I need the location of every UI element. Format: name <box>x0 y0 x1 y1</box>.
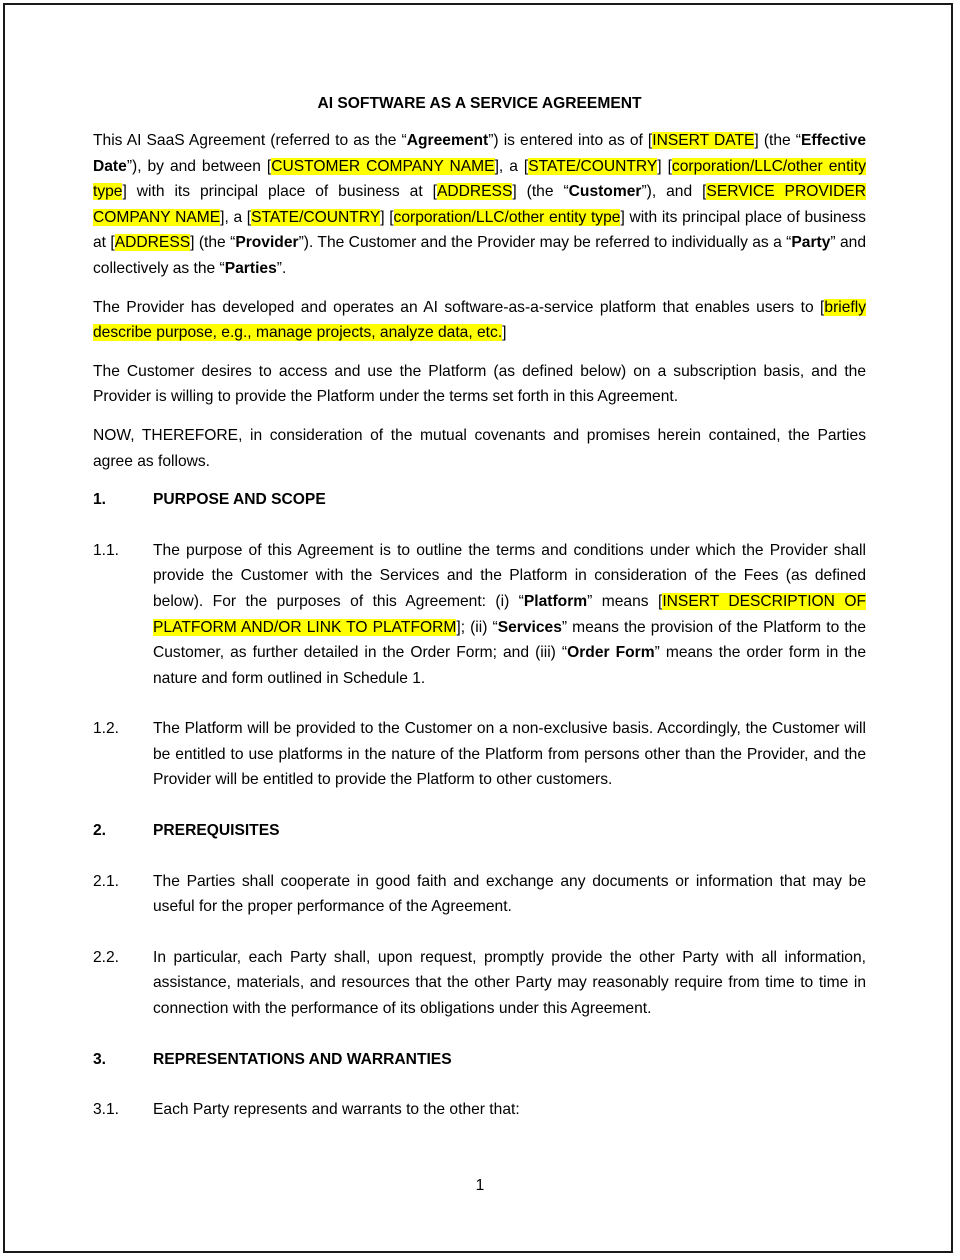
placeholder-field: SERVICE PROVIDER COMPANY NAME <box>93 183 866 226</box>
section-number: 3. <box>93 1050 107 1068</box>
text: ”. <box>276 259 287 277</box>
page-number: 1 <box>475 1177 485 1194</box>
section-title: PREREQUISITES <box>153 822 280 840</box>
intro-paragraph <box>93 128 866 282</box>
placeholder-field: briefly describe purpose, e.g., manage projects, analyze data, etc. <box>93 298 866 342</box>
placeholder-field: corporation/LLC/other entity type <box>393 208 621 226</box>
section-heading-2 <box>93 818 866 844</box>
clause-number: 1.2. <box>93 720 120 738</box>
text: ”) is entered into as of [ <box>488 132 653 149</box>
clause-text: Each Party represents and warrants to the other that: <box>153 1101 520 1119</box>
clause-number: 3.1. <box>93 1101 120 1119</box>
text: ]; (ii) “ <box>456 618 498 636</box>
document-page <box>93 93 866 1148</box>
text: The purpose of this Agreement is to outline the terms and conditions under which the Provider shall provide the Customer with the Services and the Platform in consideration of the Fees (as defined below). For the purposes of this Agreement: (i) “ <box>153 541 866 610</box>
text: ”), by and between [ <box>126 157 272 175</box>
defined-term: Parties <box>224 259 277 277</box>
text: ] <box>502 324 507 342</box>
text: ] (the “ <box>190 234 236 252</box>
clause-text: In particular, each Party shall, upon request, promptly provide the other Party with all information, assistance, materials, and resources that the other Party may reasonably require from time to time in connection with the performance of its obligations under this Agreement. <box>153 948 866 1018</box>
placeholder-field: CUSTOMER COMPANY NAME <box>271 157 495 175</box>
text: This AI SaaS Agreement (referred to as the “ <box>93 132 407 149</box>
clause-2-2 <box>93 945 866 1022</box>
placeholder-field: ADDRESS <box>436 183 513 201</box>
clause-3-1 <box>93 1097 866 1123</box>
text: ” and collectively as the “ <box>93 234 866 277</box>
platform-paragraph <box>93 295 866 346</box>
document-title: AI SOFTWARE AS A SERVICE AGREEMENT <box>317 95 642 112</box>
clause-number: 2.2. <box>93 948 120 966</box>
defined-term: Platform <box>523 592 588 610</box>
defined-term: Effective Date <box>93 132 866 175</box>
clause-1-2 <box>93 716 866 793</box>
text: ] with its principal place of business at [ <box>93 208 866 252</box>
defined-term: Party <box>791 234 831 252</box>
text: ” means the provision of the Platform to the Customer, as further detailed in the Order Form; and (iii) “ <box>153 618 867 662</box>
text: ] (the “ <box>512 183 569 201</box>
clause-text <box>153 538 866 692</box>
text: ” means the order form in the nature and form outlined in Schedule 1. <box>153 644 866 687</box>
text: ], a [ <box>220 208 252 226</box>
clause-number: 1.1. <box>93 541 120 559</box>
placeholder-field: STATE/COUNTRY <box>251 208 381 226</box>
clause-2-1 <box>93 869 866 920</box>
text: ” means [ <box>587 592 663 610</box>
section-title: REPRESENTATIONS AND WARRANTIES <box>153 1050 452 1068</box>
placeholder-field: ADDRESS <box>114 234 191 252</box>
section-heading-1 <box>93 487 866 513</box>
defined-term: Agreement <box>406 132 489 149</box>
placeholder-field: STATE/COUNTRY <box>528 157 658 175</box>
placeholder-field: INSERT DATE <box>652 132 755 149</box>
customer-desire-paragraph: The Customer desires to access and use the Platform (as defined below) on a subscription basis, and the Provider is willing to provide the Platform under the terms set forth in this Agreement. <box>93 362 866 406</box>
defined-term: Order Form <box>567 644 655 662</box>
text: ] (the “ <box>754 132 801 149</box>
text: ] with its principal place of business at [ <box>122 183 437 201</box>
agreement-paragraph: NOW, THEREFORE, in consideration of the mutual covenants and promises herein contained, the Parties agree as follows. <box>93 426 866 470</box>
text: ] [ <box>657 157 672 175</box>
placeholder-field: corporation/LLC/other entity type <box>93 157 866 201</box>
defined-term: Services <box>497 618 562 636</box>
text: ”). The Customer and the Provider may be referred to individually as a “ <box>298 234 792 252</box>
defined-term: Provider <box>235 234 299 252</box>
text: The Provider has developed and operates an AI software-as-a-service platform that enables users to [ <box>93 298 825 316</box>
clause-text: The Parties shall cooperate in good faith and exchange any documents or information that may be useful for the proper performance of the Agreement. <box>153 872 866 916</box>
defined-term: Customer <box>568 183 642 201</box>
section-title: PURPOSE AND SCOPE <box>153 491 326 509</box>
text: ”), and [ <box>641 183 707 201</box>
placeholder-field: INSERT DESCRIPTION OF PLATFORM AND/OR LINK TO PLATFORM <box>153 592 867 636</box>
section-number: 1. <box>93 491 107 509</box>
section-number: 2. <box>93 822 107 840</box>
section-heading-3 <box>93 1047 866 1073</box>
clause-1-1 <box>93 538 866 692</box>
text: ], a [ <box>494 157 529 175</box>
clause-number: 2.1. <box>93 872 120 890</box>
text: ] [ <box>380 208 394 226</box>
clause-text: The Platform will be provided to the Customer on a non-exclusive basis. Accordingly, the Customer will be entitled to use platforms in the nature of the Platform from persons other than the Provider, and the Provider will be entitled to provide the Platform to other customers. <box>153 720 866 789</box>
